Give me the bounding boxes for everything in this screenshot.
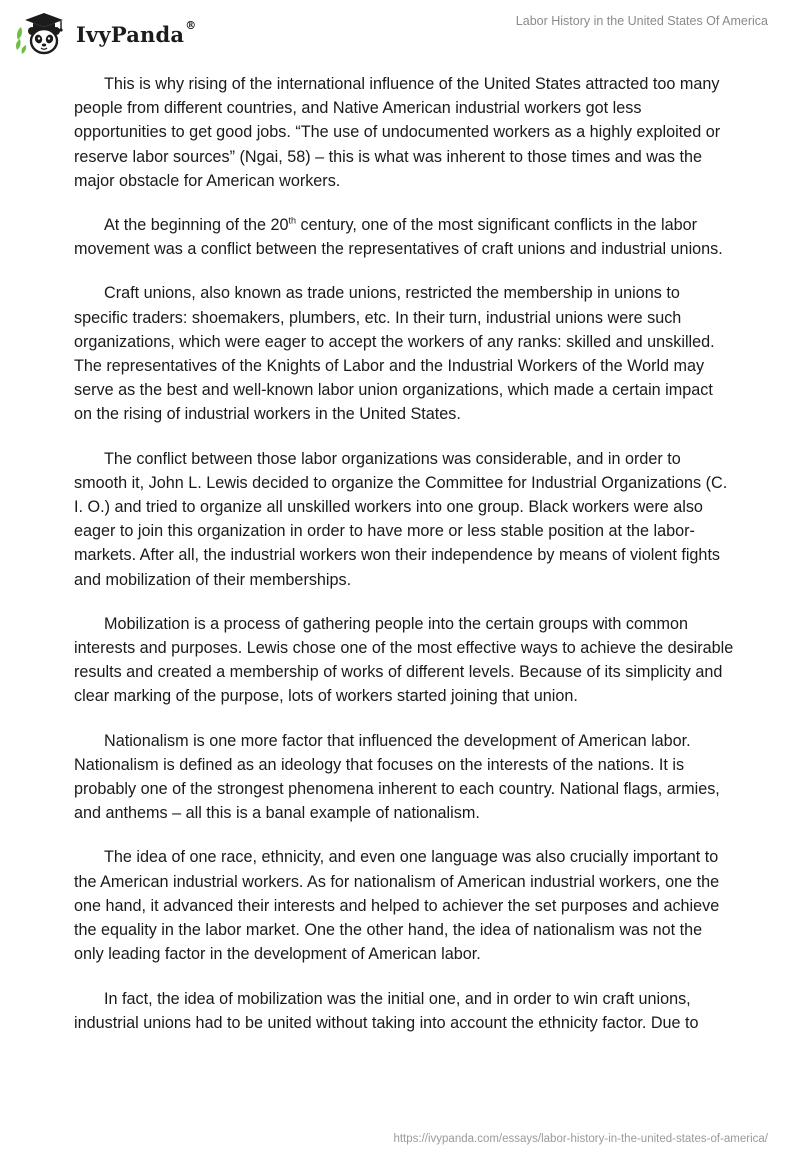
- source-url[interactable]: https://ivypanda.com/essays/labor-history-in-the-united-states-of-america/: [393, 1133, 768, 1145]
- brand-name: IvyPanda®: [76, 18, 197, 47]
- essay-body: [74, 72, 734, 1055]
- ivypanda-logo[interactable]: [14, 10, 196, 56]
- paragraph-4: The conflict between those labor organizations was considerable, and in order to smooth it, John L. Lewis decided to organize the Committee for Industrial Organizations (C. I. O.) and tried to organize all unskilled workers into one group. Black workers were also eager to join this organization in order to have more or less stable position at the labor-markets. After all, the industrial workers won their independence by means of violent fights and mobilization of their memberships.: [74, 449, 728, 589]
- paragraph-3: Craft unions, also known as trade unions, restricted the membership in unions to specific traders: shoemakers, plumbers, etc. In their turn, industrial unions were such organizations, which were eager to accept the workers of any ranks: skilled and unskilled. The representatives of the Knights of Labor and the Industrial Workers of the World may serve as the best and well-known labor union organizations, which made a certain impact on the rising of industrial workers in the United States.: [74, 284, 715, 424]
- paragraph-1: This is why rising of the international influence of the United States attracted too many people from different countries, and Native American industrial workers got less opportunities to get good jobs. “The use of undocumented workers as a highly exploited or reserve labor sources” (Ngai, 58) – this is what was inherent to those times and was the major obstacle for American workers.: [74, 75, 721, 190]
- paragraph-2-end: century, one of the most significant conflicts in the labor movement was a conflict between the representatives of craft unions and industrial unions.: [74, 216, 723, 259]
- ordinal-suffix: th: [288, 215, 297, 226]
- panda-graduate-icon: [14, 10, 70, 56]
- registered-mark: ®: [185, 18, 197, 32]
- paragraph-7: The idea of one race, ethnicity, and even one language was also crucially important to the American industrial workers. As for nationalism of American industrial workers, one the one hand, it advanced their interests and helped to achiever the set purposes and achieve the equality in the labor market. One the other hand, the idea of nationalism was not the only leading factor in the development of American labor.: [74, 848, 720, 964]
- page-header: [0, 0, 800, 60]
- paragraph-5: Mobilization is a process of gathering people into the certain groups with common interests and purposes. Lewis chose one of the most effective ways to achieve the desirable results and created a membership of works of different levels. Because of its simplicity and clear marking of the purpose, lots of workers started joining that union.: [74, 614, 734, 706]
- paragraph-2: [74, 213, 734, 261]
- paragraph-6: Nationalism is one more factor that influenced the development of American labor. Nationalism is defined as an ideology that focuses on the interests of the nations. It is probably one of the strongest phenomena inherent to each country. National flags, armies, and anthems – all this is a banal example of nationalism.: [74, 731, 720, 823]
- document-title: Labor History in the United States Of America: [515, 14, 768, 28]
- paragraph-2-start: At the beginning of the 20: [104, 216, 289, 235]
- paragraph-8: In fact, the idea of mobilization was the initial one, and in order to win craft unions, industrial unions had to be united without taking into account the ethnicity factor. Due to: [74, 989, 699, 1032]
